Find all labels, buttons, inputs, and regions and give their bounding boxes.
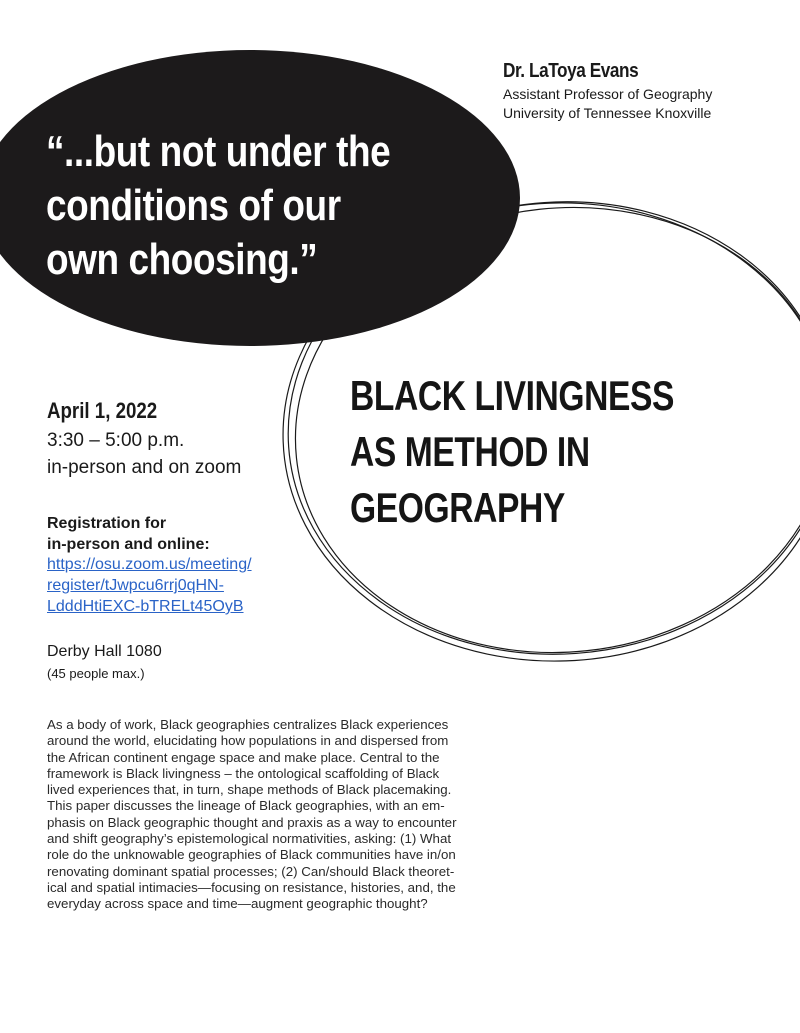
registration-heading bbox=[47, 513, 210, 555]
abstract-line: role do the unknowable geographies of Black communities have in/on bbox=[47, 847, 456, 863]
speaker-institution: University of Tennessee Knoxville bbox=[503, 105, 712, 121]
registration-link-line[interactable]: register/tJwpcu6rrj0qHN- bbox=[47, 577, 224, 594]
abstract-line: around the world, elucidating how populations in and dispersed from bbox=[47, 733, 449, 749]
quote-line: conditions of our bbox=[46, 181, 341, 230]
abstract-line: This paper discusses the lineage of Black geographies, with an em- bbox=[47, 798, 445, 814]
abstract-line: framework is Black livingness – the ontological scaffolding of Black bbox=[47, 765, 440, 781]
abstract-line: phasis on Black geographic thought and praxis as a way to encounter bbox=[47, 814, 457, 830]
abstract-line: renovating dominant spatial processes; (2) Can/should Black theoret- bbox=[47, 863, 455, 879]
event-time: 3:30 – 5:00 p.m. bbox=[47, 430, 185, 451]
abstract-line: As a body of work, Black geographies centralizes Black experiences bbox=[47, 717, 449, 732]
speaker-position: Assistant Professor of Geography bbox=[503, 86, 713, 102]
registration-link-line[interactable]: https://osu.zoom.us/meeting/ bbox=[47, 556, 252, 573]
title-line: BLACK LIVINGNESS bbox=[350, 372, 675, 419]
registration-heading-line: in-person and online: bbox=[47, 536, 210, 553]
abstract-line: everyday across space and time—augment geographic thought? bbox=[47, 896, 428, 912]
abstract-paragraph bbox=[47, 717, 557, 913]
talk-title bbox=[350, 368, 674, 536]
abstract-line: the African continent engage space and make place. Central to the bbox=[47, 749, 440, 765]
abstract-line: and shift geography’s epistemological normativities, asking: (1) What bbox=[47, 831, 452, 847]
quote-line: own choosing.” bbox=[46, 235, 318, 284]
abstract-line: lived experiences that, in turn, shape methods of Black placemaking. bbox=[47, 782, 452, 798]
registration-link-line[interactable]: LdddHtiEXC-bTRELt45OyB bbox=[47, 598, 244, 615]
title-line: AS METHOD IN bbox=[350, 428, 590, 475]
registration-link[interactable] bbox=[47, 554, 252, 617]
speaker-name: Dr. LaToya Evans bbox=[503, 60, 639, 82]
pull-quote bbox=[46, 125, 390, 287]
event-venue: Derby Hall 1080 bbox=[47, 643, 162, 660]
abstract-line: ical and spatial intimacies—focusing on resistance, histories, and, the bbox=[47, 879, 456, 895]
event-capacity: (45 people max.) bbox=[47, 666, 145, 681]
event-mode: in-person and on zoom bbox=[47, 457, 242, 478]
registration-heading-line: Registration for bbox=[47, 515, 167, 532]
event-date: April 1, 2022 bbox=[47, 398, 158, 423]
title-line: GEOGRAPHY bbox=[350, 484, 565, 531]
quote-line: “...but not under the bbox=[46, 127, 391, 176]
